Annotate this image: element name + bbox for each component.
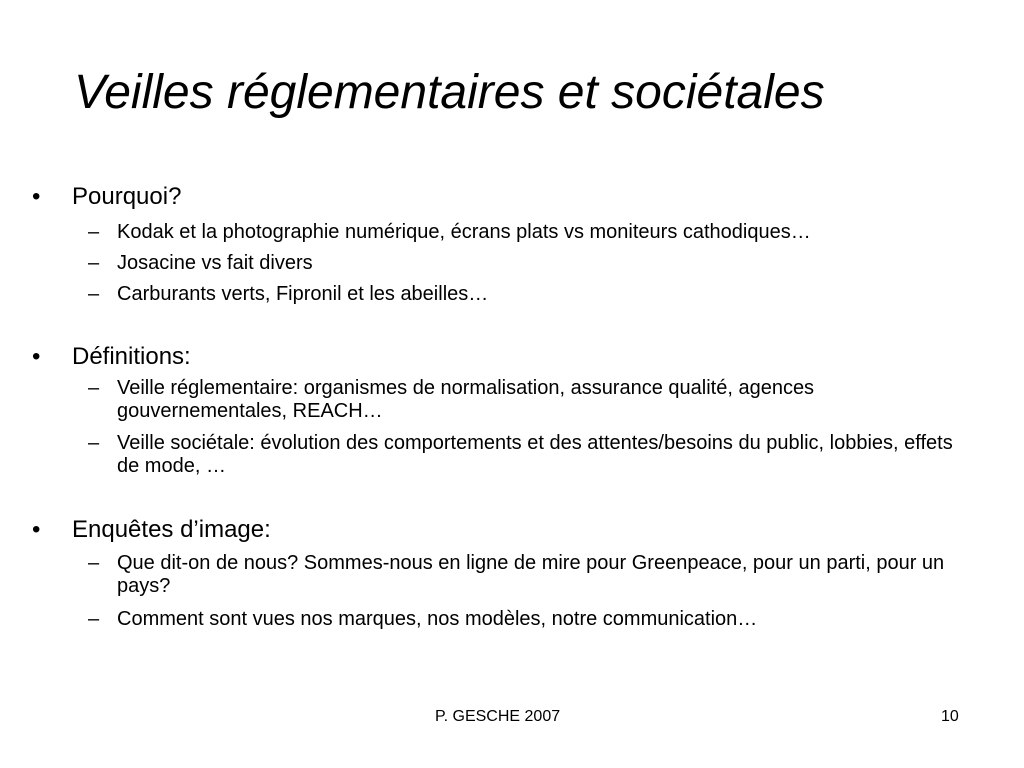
slide-title: Veilles réglementaires et sociétales — [74, 66, 825, 119]
list-item-text: Veille sociétale: évolution des comportements et des attentes/besoins du public, lobbies, effets de mode, … — [117, 432, 953, 477]
dash-icon: – — [88, 252, 100, 274]
list-item — [88, 377, 918, 423]
list-item-text: Josacine vs fait divers — [117, 252, 313, 274]
section-heading-label: Pourquoi? — [72, 183, 182, 210]
footer-author: P. GESCHE 2007 — [435, 708, 561, 725]
list-item — [88, 221, 1008, 244]
bullet-icon: • — [32, 183, 41, 210]
list-item-text: Veille réglementaire: organismes de normalisation, assurance qualité, agences gouvernementales, REACH… — [117, 377, 815, 422]
list-item — [88, 252, 1008, 275]
dash-icon: – — [88, 608, 100, 630]
dash-icon: – — [88, 221, 100, 243]
section-heading-enquetes — [32, 516, 271, 544]
list-item-text: Carburants verts, Fipronil et les abeilles… — [117, 283, 489, 305]
bullet-icon: • — [32, 343, 41, 370]
dash-icon: – — [88, 377, 100, 399]
page-number: 10 — [941, 708, 959, 725]
section-heading-label: Définitions: — [72, 343, 191, 370]
section-heading-pourquoi — [32, 183, 181, 211]
list-item — [88, 608, 1008, 631]
list-item — [88, 432, 958, 478]
section-heading-definitions — [32, 343, 191, 371]
bullet-icon: • — [32, 516, 41, 543]
list-item-text: Comment sont vues nos marques, nos modèles, notre communication… — [117, 608, 758, 630]
list-item — [88, 552, 998, 598]
dash-icon: – — [88, 283, 100, 305]
dash-icon: – — [88, 552, 100, 574]
list-item — [88, 283, 1008, 306]
section-heading-label: Enquêtes d’image: — [72, 516, 271, 543]
list-item-text: Kodak et la photographie numérique, écrans plats vs moniteurs cathodiques… — [117, 221, 811, 243]
dash-icon: – — [88, 432, 100, 454]
list-item-text: Que dit-on de nous? Sommes-nous en ligne de mire pour Greenpeace, pour un parti, pour un pays? — [117, 552, 945, 597]
